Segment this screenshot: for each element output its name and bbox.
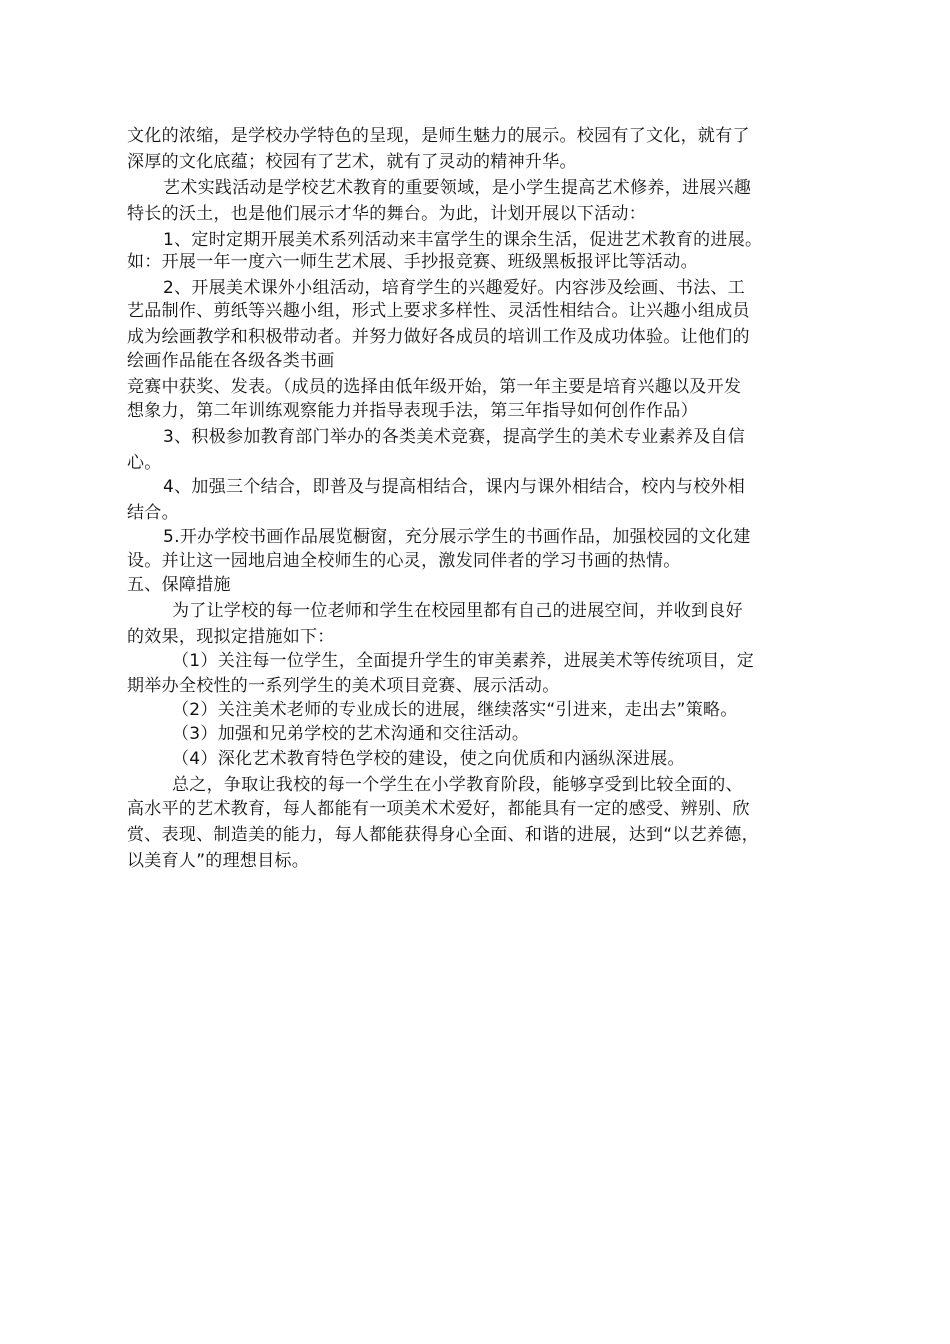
- text-line: 如：开展一年一度六一师生艺术展、手抄报竞赛、班级黑板报评比等活动。: [127, 252, 698, 272]
- section-heading: 五、保障措施: [127, 575, 231, 595]
- text-line: 艺品制作、剪纸等兴趣小组，形式上要求多样性、灵活性相结合。让兴趣小组成员: [127, 301, 750, 321]
- text-line: 期举办全校性的一系列学生的美术项目竞赛、展示活动。: [127, 676, 560, 696]
- text-line: 心。: [127, 453, 162, 473]
- text-line: 1、定时定期开展美术系列活动来丰富学生的课余生活，促进艺术教育的进展。: [163, 230, 763, 250]
- text-line: 总之，争取让我校的每一个学生在小学教育阶段，能够享受到比较全面的、: [172, 775, 743, 795]
- text-line: 特长的沃土，也是他们展示才华的舞台。为此，计划开展以下活动：: [127, 204, 646, 224]
- text-line: 的效果，现拟定措施如下：: [127, 627, 335, 647]
- text-line: （1）关注每一位学生，全面提升学生的审美素养，进展美术等传统项目，定: [172, 651, 755, 671]
- text-line: 结合。: [127, 503, 179, 523]
- text-line: 想象力，第二年训练观察能力并指导表现手法，第三年指导如何创作作品）: [127, 401, 698, 421]
- text-line: 5.开办学校书画作品展览橱窗，充分展示学生的书画作品，加强校园的文化建: [163, 527, 751, 547]
- text-line: 3、积极参加教育部门举办的各类美术竞赛，提高学生的美术专业素养及自信: [163, 427, 746, 447]
- text-line: 以美育人”的理想目标。: [127, 851, 310, 871]
- text-line: 艺术实践活动是学校艺术教育的重要领域，是小学生提高艺术修养，进展兴趣: [163, 178, 752, 198]
- text-line: 竞赛中获奖、发表。（成员的选择由低年级开始，第一年主要是培育兴趣以及开发: [127, 377, 742, 397]
- text-line: 绘画作品能在各级各类书画: [127, 351, 335, 371]
- text-line: 2、开展美术课外小组活动，培育学生的兴趣爱好。内容涉及绘画、书法、工: [163, 278, 746, 298]
- text-line: 4、加强三个结合，即普及与提高相结合，课内与课外相结合，校内与校外相: [163, 477, 746, 497]
- text-line: （3）加强和兄弟学校的艺术沟通和交往活动。: [172, 724, 530, 744]
- text-line: 设。并让这一园地启迪全校师生的心灵，激发同伴者的学习书画的热情。: [127, 551, 681, 571]
- text-line: （2）关注美术老师的专业成长的进展，继续落实“引进来，走出去”策略。: [172, 700, 738, 720]
- text-line: （4）深化艺术教育特色学校的建设，使之向优质和内涵纵深进展。: [172, 749, 685, 769]
- text-line: 成为绘画教学和积极带动者。并努力做好各成员的培训工作及成功体验。让他们的: [127, 327, 750, 347]
- text-line: 为了让学校的每一位老师和学生在校园里都有自己的进展空间，并收到良好: [172, 601, 743, 621]
- text-line: 赏、表现、制造美的能力，每人都能获得身心全面、和谐的进展，达到“以艺养德，: [127, 825, 759, 845]
- text-line: 深厚的文化底蕴；校园有了艺术，就有了灵动的精神升华。: [127, 152, 577, 172]
- text-line: 文化的浓缩，是学校办学特色的呈现，是师生魅力的展示。校园有了文化，就有了: [127, 126, 750, 146]
- text-line: 高水平的艺术教育，每人都能有一项美术术爱好，都能具有一定的感受、辨别、欣: [127, 799, 750, 819]
